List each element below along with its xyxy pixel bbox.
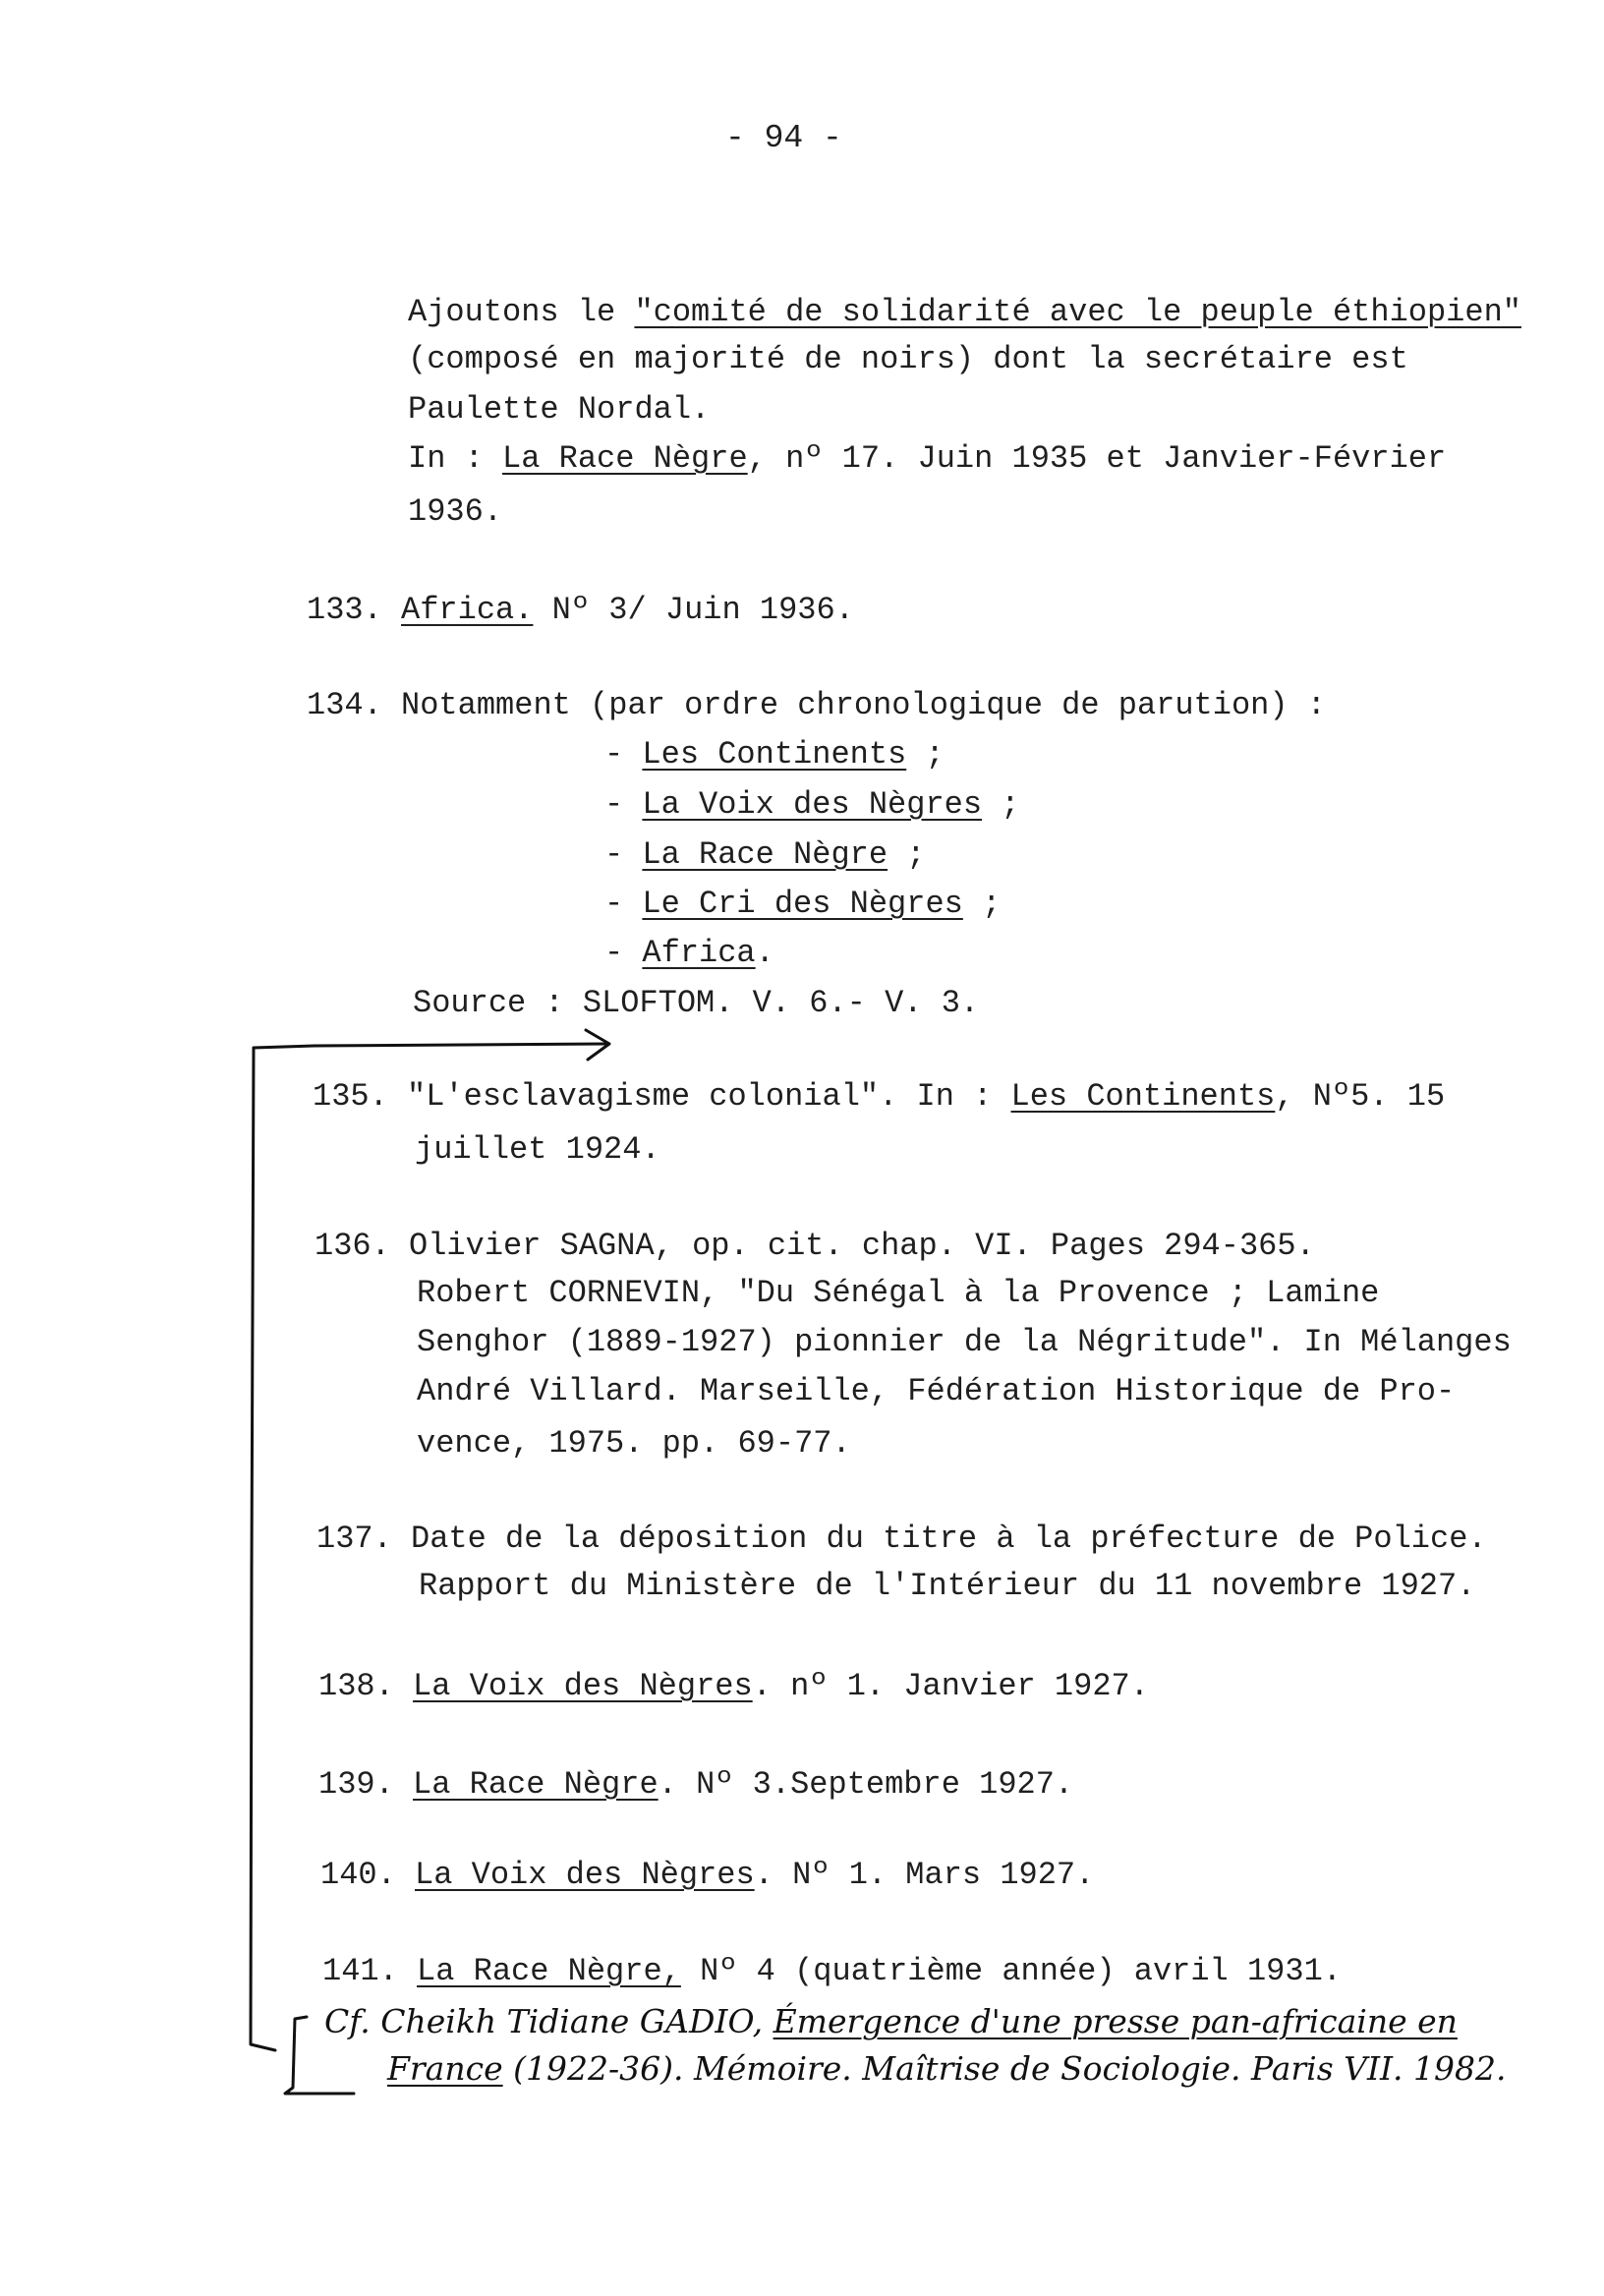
list-dash: - bbox=[604, 836, 624, 873]
note-number: 140. bbox=[320, 1857, 396, 1893]
journal-title: La Voix des Nègres bbox=[642, 786, 983, 823]
note-number: 136. bbox=[315, 1228, 390, 1264]
continuation-line-3: Paulette Nordal. bbox=[408, 391, 711, 428]
list-dash: - bbox=[604, 736, 624, 773]
list-dash: - bbox=[604, 886, 624, 922]
race-negre-title: La Race Nègre bbox=[502, 440, 748, 477]
source-line: Source : SLOFTOM. V. 6.- V. 3. bbox=[413, 985, 980, 1021]
note-number: 137. bbox=[316, 1521, 392, 1557]
list-punct: ; bbox=[906, 736, 945, 773]
note-intro: Notamment (par ordre chronologique de parution) : bbox=[401, 687, 1326, 723]
hand-bracket bbox=[285, 2017, 354, 2094]
note-number: 135. bbox=[313, 1078, 388, 1115]
continuation-line-2: (composé en majorité de noirs) dont la secrétaire est bbox=[408, 341, 1408, 377]
note-text: Date de la déposition du titre à la préfecture de Police. bbox=[411, 1521, 1487, 1557]
list-dash: - bbox=[604, 786, 624, 823]
comite-title: "comité de solidarité avec le peuple éthiopien" bbox=[634, 294, 1521, 330]
journal-title: La Race Nègre bbox=[642, 836, 888, 873]
note-details: Nº 3/ Juin 1936. bbox=[533, 592, 854, 628]
note-136-line-4: André Villard. Marseille, Fédération Historique de Pro- bbox=[417, 1373, 1456, 1409]
journal-title: La Voix des Nègres bbox=[413, 1668, 753, 1704]
note-details: . nº 1. Janvier 1927. bbox=[752, 1668, 1149, 1704]
note-136-line-2: Robert CORNEVIN, "Du Sénégal à la Provence ; Lamine bbox=[417, 1275, 1380, 1311]
journal-title: La Race Nègre, bbox=[417, 1953, 681, 1989]
note-number: 138. bbox=[318, 1668, 394, 1704]
handwritten-reference: Cf. Cheikh Tidiane GADIO, bbox=[324, 2002, 773, 2040]
note-details: , Nº5. 15 bbox=[1275, 1078, 1446, 1115]
note-title: Africa. bbox=[401, 592, 534, 628]
note-number: 134. bbox=[307, 687, 382, 723]
journal-title: Les Continents bbox=[642, 736, 907, 773]
list-dash: - bbox=[604, 935, 624, 971]
continuation-details: , nº 17. Juin 1935 et Janvier-Février bbox=[747, 440, 1447, 477]
journal-title: Le Cri des Nègres bbox=[642, 886, 963, 922]
note-number: 141. bbox=[322, 1953, 398, 1989]
list-punct: ; bbox=[982, 786, 1020, 823]
note-number: 139. bbox=[318, 1766, 394, 1803]
handwritten-title-cont: France bbox=[387, 2049, 503, 2088]
note-136-line-5: vence, 1975. pp. 69-77. bbox=[417, 1425, 851, 1462]
handwritten-details: (1922-36). Mémoire. Maîtrise de Sociologie. Paris VII. 1982. bbox=[502, 2049, 1507, 2088]
note-details: . Nº 3.Septembre 1927. bbox=[658, 1766, 1074, 1803]
list-punct: ; bbox=[962, 886, 1002, 922]
note-details: . Nº 1. Mars 1927. bbox=[754, 1857, 1095, 1893]
note-136-line-3: Senghor (1889-1927) pionnier de la Négritude". In Mélanges bbox=[417, 1324, 1512, 1360]
note-number: 133. bbox=[307, 592, 382, 628]
continuation-line-5: 1936. bbox=[408, 493, 503, 530]
note-details: Nº 4 (quatrième année) avril 1931. bbox=[680, 1953, 1342, 1989]
journal-title: Africa bbox=[642, 935, 756, 971]
journal-title: La Voix des Nègres bbox=[415, 1857, 755, 1893]
in-label: In : bbox=[408, 440, 503, 477]
handwritten-title: Émergence d'une presse pan-africaine en bbox=[773, 2002, 1458, 2040]
page-number: - 94 - bbox=[725, 120, 842, 156]
continuation-prefix: Ajoutons le bbox=[408, 294, 635, 330]
note-135-line-2: juillet 1924. bbox=[415, 1131, 660, 1168]
journal-title: La Race Nègre bbox=[413, 1766, 659, 1803]
arrow-line bbox=[254, 1044, 607, 1048]
list-punct: . bbox=[755, 935, 774, 971]
journal-title: Les Continents bbox=[1010, 1078, 1276, 1115]
note-text: "L'esclavagisme colonial". In : bbox=[407, 1078, 1011, 1115]
note-text: Olivier SAGNA, op. cit. chap. VI. Pages 294-365. bbox=[409, 1228, 1315, 1264]
bracket-line bbox=[251, 1048, 275, 2050]
list-punct: ; bbox=[888, 836, 926, 873]
note-137-line-2: Rapport du Ministère de l'Intérieur du 11 novembre 1927. bbox=[419, 1568, 1476, 1604]
